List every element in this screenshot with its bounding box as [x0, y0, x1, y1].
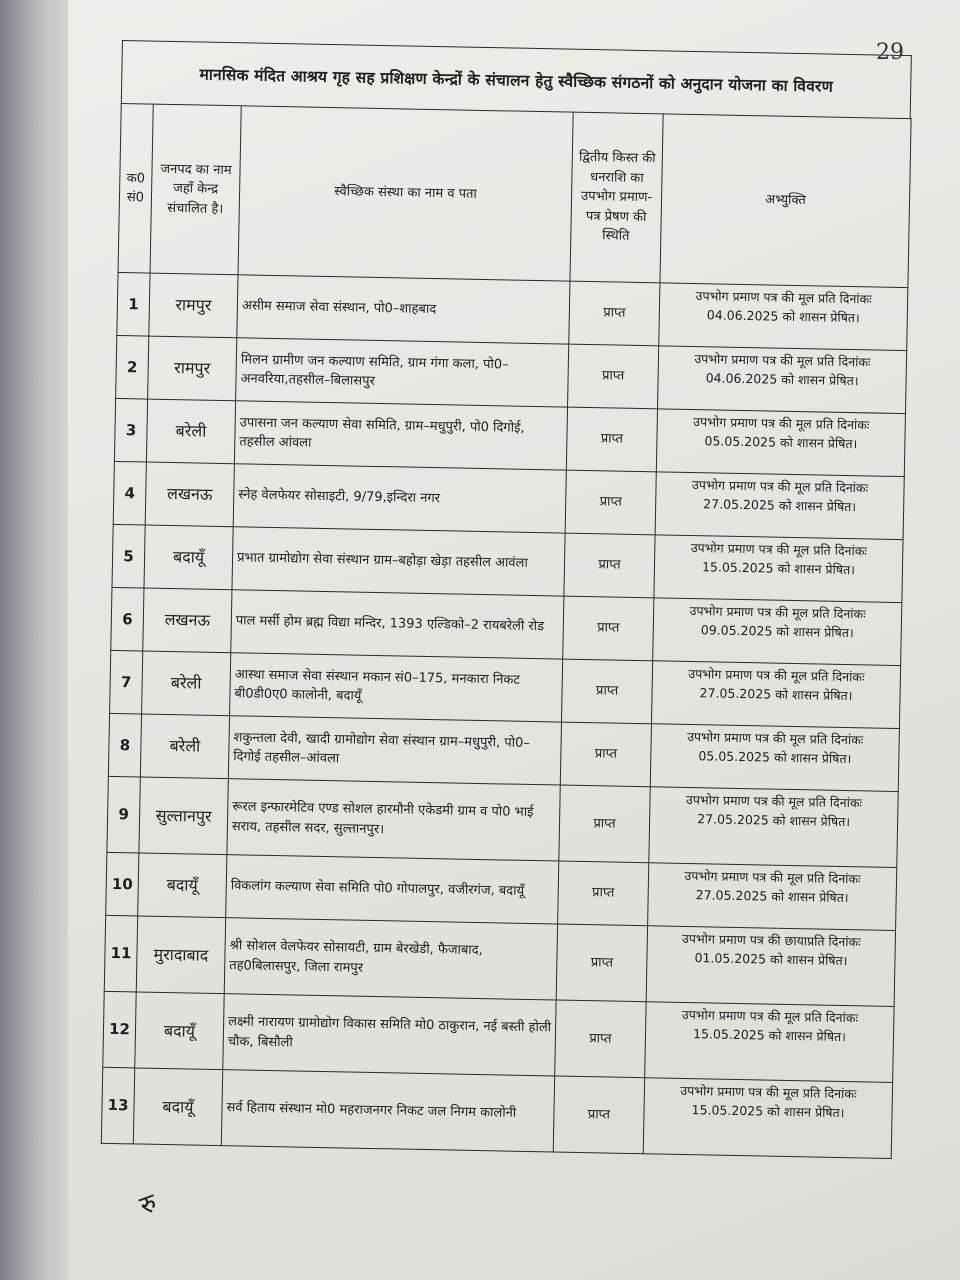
cell-sn: 3 [114, 398, 147, 462]
cell-sn: 10 [106, 852, 139, 916]
cell-district: लखनऊ [143, 588, 232, 653]
cell-sn: 4 [113, 461, 146, 525]
cell-district: लखनऊ [145, 462, 234, 527]
cell-organization: विकलांग कल्याण सेवा समिति पो0 गोपालपुर, वजीरगंज, बदायूँ [226, 855, 559, 924]
cell-status: प्राप्त [569, 281, 660, 346]
cell-sn: 2 [116, 335, 149, 399]
cell-district: बदायूँ [133, 1068, 222, 1146]
cell-status: प्राप्त [555, 1000, 646, 1078]
cell-sn: 7 [110, 650, 143, 714]
cell-organization: आस्था समाज सेवा संस्थान मकान सं0–175, मनकारा निकट बी0डी0ए0 कालोनी, बदायूँ [230, 653, 563, 722]
cell-district: बरेली [146, 399, 235, 464]
document-title: मानसिक मंदित आश्रय गृह सह प्रशिक्षण केन्द्रों के संचालन हेतु स्वैच्छिक संगठनों को अनुदान योजना का विवरण [121, 40, 912, 118]
cell-status: प्राप्त [553, 1076, 644, 1154]
cell-remark: उपभोग प्रमाण पत्र की मूल प्रति दिनांकः 27.05.2025 को शासन प्रेषित। [651, 661, 900, 729]
cell-district: मुरादाबाद [136, 916, 225, 994]
cell-status: प्राप्त [564, 533, 655, 598]
cell-sn: 8 [108, 713, 141, 777]
header-status: द्वितीय किस्त की धनराशि का उपभोग प्रमाण-पत्र प्रेषण की स्थिति [570, 112, 663, 283]
cell-remark: उपभोग प्रमाण पत्र की मूल प्रति दिनांकः 04.06.2025 को शासन प्रेषित। [659, 283, 908, 351]
cell-status: प्राप्त [561, 659, 652, 724]
cell-status: प्राप्त [565, 470, 656, 535]
grant-table-sheet [101, 40, 912, 1159]
cell-remark: उपभोग प्रमाण पत्र की मूल प्रति दिनांकः 04.06.2025 को शासन प्रेषित। [658, 346, 907, 414]
cell-sn: 1 [117, 272, 150, 336]
binder-edge [0, 0, 70, 1280]
cell-district: बदायूँ [138, 853, 227, 918]
cell-sn: 12 [103, 991, 136, 1068]
cell-remark: उपभोग प्रमाण पत्र की छायाप्रति दिनांकः 01.05.2025 को शासन प्रेषित। [646, 926, 895, 1007]
header-district: जनपद का नाम जहाँ केन्द्र संचालित है। [150, 104, 241, 275]
table-row [101, 1067, 892, 1158]
handwritten-initial: रु [136, 1188, 161, 1222]
cell-sn: 11 [104, 915, 137, 992]
header-remarks: अभ्युक्ति [660, 114, 911, 288]
cell-status: प्राप्त [558, 861, 649, 926]
cell-remark: उपभोग प्रमाण पत्र की मूल प्रति दिनांकः 27.05.2025 को शासन प्रेषित। [649, 787, 898, 868]
cell-status: प्राप्त [568, 344, 659, 409]
cell-district: बरेली [142, 651, 231, 716]
cell-organization: श्री सोशल वेलफेयर सोसायटी, ग्राम बेरखेडी, फैजाबाद, तह0बिलासपुर, जिला रामपुर [224, 918, 557, 1000]
cell-remark: उपभोग प्रमाण पत्र की मूल प्रति दिनांकः 15.05.2025 को शासन प्रेषित। [645, 1002, 894, 1083]
cell-remark: उपभोग प्रमाण पत्र की मूल प्रति दिनांकः 15.05.2025 को शासन प्रेषित। [654, 535, 903, 603]
cell-status: प्राप्त [556, 924, 647, 1002]
cell-sn: 5 [112, 524, 145, 588]
cell-organization: स्नेह वेलफेयर सोसाइटी, 9/79,इन्दिरा नगर [233, 464, 566, 533]
cell-organization: उपासना जन कल्याण सेवा समिति, ग्राम–मधुपुरी, पो0 दिगोई, तहसील आंवला [234, 401, 567, 470]
cell-district: बरेली [140, 714, 229, 779]
cell-district: बदायूँ [144, 525, 233, 590]
cell-organization: लक्ष्मी नारायण ग्रामोद्योग विकास समिति मो0 ठाकुरान, नई बस्ती होली चौक, बिसौली [223, 994, 556, 1076]
cell-district: बदायूँ [135, 992, 224, 1070]
cell-organization: प्रभात ग्रामोद्योग सेवा संस्थान ग्राम–बहोड़ा खेड़ा तहसील आवंला [232, 527, 565, 596]
cell-organization: रूरल इन्फारमेटिव एण्ड सोशल हारमौनी एकेडमी ग्राम व पो0 भाई सराय, तहसील सदर, सुल्तानपुर। [227, 779, 560, 861]
cell-remark: उपभोग प्रमाण पत्र की मूल प्रति दिनांकः 09.05.2025 को शासन प्रेषित। [653, 598, 902, 666]
page-number: 29 [876, 40, 904, 65]
grant-table [101, 103, 912, 1159]
header-sn: क0 सं0 [118, 103, 153, 273]
cell-status: प्राप्त [566, 407, 657, 472]
cell-district: सुल्तानपुर [139, 777, 228, 855]
header-organization: स्वैच्छिक संस्था का नाम व पता [238, 106, 573, 281]
cell-organization: मिलन ग्रामीण जन कल्याण समिति, ग्राम गंगा कला, पो0–अनवरिया,तहसील–बिलासपुर [236, 338, 569, 407]
cell-status: प्राप्त [563, 596, 654, 661]
cell-remark: उपभोग प्रमाण पत्र की मूल प्रति दिनांकः 15.05.2025 को शासन प्रेषित। [643, 1078, 892, 1159]
cell-status: प्राप्त [560, 722, 651, 787]
cell-remark: उपभोग प्रमाण पत्र की मूल प्रति दिनांकः 27.05.2025 को शासन प्रेषित। [648, 863, 897, 931]
cell-sn: 13 [101, 1067, 134, 1144]
cell-organization: असीम समाज सेवा संस्थान, पो0–शाहबाद [237, 275, 570, 344]
cell-organization: पाल मर्सी होम ब्रह्म विद्या मन्दिर, 1393 एल्डिको–2 रायबरेली रोड [231, 590, 564, 659]
cell-sn: 6 [111, 587, 144, 651]
cell-remark: उपभोग प्रमाण पत्र की मूल प्रति दिनांकः 27.05.2025 को शासन प्रेषित। [655, 472, 904, 540]
cell-district: रामपुर [149, 273, 238, 338]
cell-sn: 9 [107, 776, 140, 853]
cell-organization: सर्व हिताय संस्थान मो0 महराजनगर निकट जल निगम कालोनी [221, 1070, 554, 1152]
cell-organization: शकुन्तला देवी, खादी ग्रामोद्योग सेवा संस्थान ग्राम–मधुपुरी, पो0–दिगोई तहसील–आंवला [228, 716, 561, 785]
cell-remark: उपभोग प्रमाण पत्र की मूल प्रति दिनांकः 05.05.2025 को शासन प्रेषित। [650, 724, 899, 792]
cell-remark: उपभोग प्रमाण पत्र की मूल प्रति दिनांकः 05.05.2025 को शासन प्रेषित। [656, 409, 905, 477]
cell-status: प्राप्त [559, 785, 650, 863]
cell-district: रामपुर [148, 336, 237, 401]
table-header-row [118, 103, 911, 287]
